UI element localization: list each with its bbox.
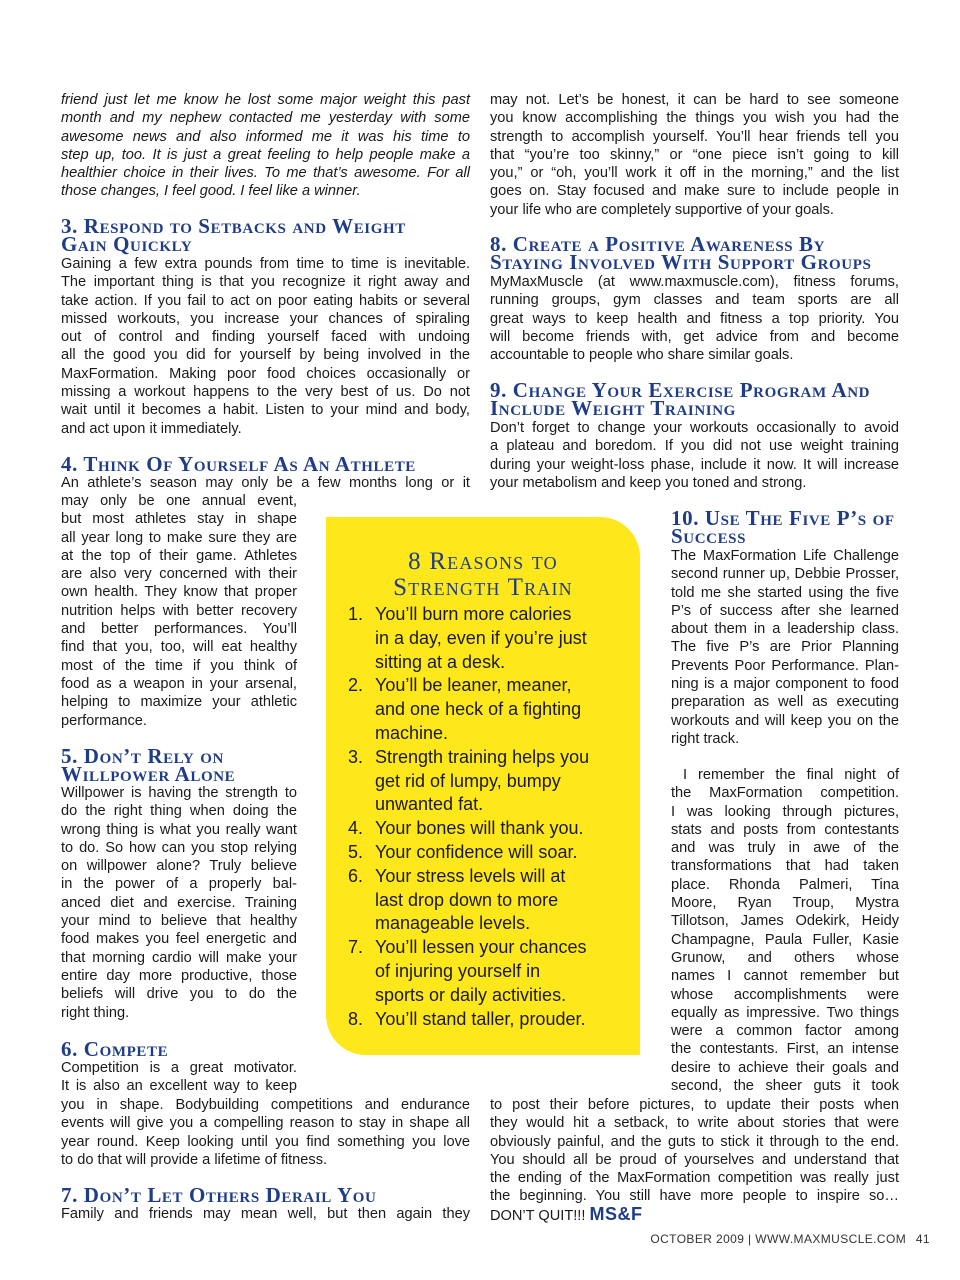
text-line: own health. They know that proper: [61, 584, 297, 601]
text-line: they would hit a setback, to write about stories that were: [490, 1115, 899, 1132]
text-line: all the good you did for yourself by being involved in the: [61, 347, 470, 364]
text-line: you know accomplishing the things you wish you had the: [490, 110, 899, 127]
section-3-title-line2: Gain Quickly: [61, 232, 193, 256]
text-line: those changes, I feel good. I feel like a winner.: [61, 183, 361, 200]
text-line: are also very concerned with their: [61, 566, 297, 583]
text-line: Tillotson, James Odekirk, Heidy: [671, 913, 899, 930]
text-line: your metabolism and keep you toned and strong.: [490, 474, 807, 491]
reason-item: [342, 1008, 632, 1032]
text-line: during your weight-loss phase, include it now. It will increase: [490, 456, 899, 473]
text-line: Willpower is having the strength to: [61, 785, 297, 801]
text-line: the beginning. You still have more people to inspire so…: [490, 1188, 899, 1205]
reason-text-line: get rid of lumpy, bumpy: [375, 770, 561, 791]
reason-number: 8.: [348, 1008, 364, 1029]
text-line: An athlete’s season may only be a few months long or it: [61, 475, 470, 491]
text-line: I was looking through pictures,: [671, 803, 899, 820]
text-line: Prevents Poor Performance. Plan-: [671, 657, 899, 674]
text-line: second, the sheer guts it took: [671, 1078, 899, 1095]
text-line: missed workouts, you increase your chances of spiraling: [61, 310, 470, 327]
text-line: a plateau and boredom. If you did not use weight training: [490, 438, 899, 455]
text-line: and act upon it immediately.: [61, 420, 242, 437]
reason-text-line: unwanted fat.: [375, 794, 484, 815]
section-8-heading: [490, 232, 930, 274]
text-line: find that you, too, will eat healthy: [61, 639, 297, 656]
text-line: I remember the final night of: [683, 767, 899, 783]
reason-text-line: You’ll be leaner, meaner,: [375, 675, 572, 696]
text-line: that morning cardio will make your: [61, 949, 297, 966]
reason-text-line: Your stress levels will at: [375, 865, 566, 886]
section-9-title-line1: 9. Change Your Exercise Program And: [490, 378, 871, 402]
reason-text-line: of injuring yourself in: [375, 960, 541, 981]
reasons-list: [342, 603, 632, 1031]
text-line: told me she started using the five: [671, 584, 899, 601]
text-line: strength to accomplish yourself. You’ll hear friends tell you: [490, 128, 899, 145]
text-line: and was truly in awe of the: [671, 840, 899, 857]
reason-text-line: Your confidence will soar.: [375, 841, 578, 862]
reason-text-line: and one heck of a fighting: [375, 699, 582, 720]
text-line: step up, too. It is just a great feeling to help people make a: [61, 146, 470, 163]
text-line: month and my nephew contacted me yesterday with some: [61, 110, 470, 127]
text-line: preparation as well as executing: [671, 694, 899, 711]
text-line: Champagne, Paula Fuller, Kasie: [671, 931, 899, 948]
reason-number: 3.: [348, 746, 364, 767]
strength-train-sidebar: [326, 517, 640, 1055]
sidebar-title-line1: 8 Reasons to: [408, 548, 558, 575]
text-line: goes on. Stay focused and make sure to include people in: [490, 183, 899, 200]
text-line: the ending of the MaxFormation competition was really just: [490, 1170, 899, 1187]
footer-text: OCTOBER 2009 | WWW.MAXMUSCLE.COM: [650, 1232, 907, 1246]
text-line: to post their before pictures, to update their posts when: [490, 1097, 899, 1113]
reason-number: 7.: [348, 937, 364, 958]
section-5-title-line2: Willpower Alone: [61, 762, 236, 786]
text-line: The MaxFormation Life Challenge: [671, 548, 899, 564]
text-line: missing a workout happens to the very best of us. Do not: [61, 384, 470, 401]
section-8-body: [490, 273, 899, 364]
text-line: do the right thing when doing the: [61, 803, 297, 820]
section-5-body: [61, 784, 297, 1022]
section-4-body: [61, 492, 297, 730]
reason-number: 5.: [348, 841, 364, 862]
text-line: The important thing is that you recognize it right away and: [61, 274, 470, 291]
reason-number: 2.: [348, 675, 364, 696]
text-line: It is also an excellent way to keep: [61, 1078, 297, 1095]
text-line: out of control and finding yourself faced with undoing: [61, 329, 470, 346]
text-line: all year long to make sure they are: [61, 529, 297, 546]
reason-item: [342, 603, 632, 674]
section-10-body-wide: [490, 1096, 899, 1206]
text-line: to do that will provide a lifetime of fitness.: [61, 1151, 328, 1168]
reason-text-line: last drop down to more: [375, 889, 559, 910]
msf-signoff-logo: MS&F: [589, 1204, 643, 1224]
reason-number: 6.: [348, 865, 364, 886]
section-3-title-line1: 3. Respond to Setbacks and Weight: [61, 214, 406, 238]
text-line: were a common factor among: [671, 1023, 899, 1040]
text-line: MaxFormation. Making poor food choices occasionally or: [61, 365, 470, 382]
text-line: The five P’s are Prior Planning: [671, 639, 899, 656]
reason-number: 1.: [348, 604, 364, 624]
text-line: place. Rhonda Palmeri, Tina: [671, 876, 899, 893]
reason-text-line: sitting at a desk.: [375, 651, 506, 672]
reason-text-line: manageable levels.: [375, 913, 531, 934]
text-line: entire day more productive, those: [61, 967, 297, 984]
text-line: performance.: [61, 712, 147, 729]
text-line: Don’t forget to change your workouts occasionally to avoid: [490, 420, 899, 436]
section-10-title-line1: 10. Use The Five P’s of: [671, 506, 895, 530]
text-line: will become friends with, get advice from and become: [490, 328, 899, 345]
text-line: the MaxFormation competition.: [671, 785, 899, 802]
section-6-heading: 6. Compete: [61, 1037, 169, 1061]
text-line: on willpower alone? Truly believe: [61, 858, 297, 875]
section-9-body: [490, 419, 899, 492]
text-line: friend just let me know he lost some major weight this past: [61, 92, 470, 108]
reason-text-line: You’ll burn more calories: [375, 604, 572, 624]
closing-line: [490, 1205, 899, 1225]
text-line: year round. Keep looking until you find something you love: [61, 1133, 470, 1150]
section-10-title-line2: Success: [671, 524, 747, 548]
text-line: second runner up, Debbie Prosser,: [671, 566, 899, 583]
reason-number: 4.: [348, 818, 364, 839]
text-line: obviously painful, and the guts to stick it through to the end.: [490, 1133, 899, 1150]
reason-item: [342, 817, 632, 841]
reason-text-line: Strength training helps you: [375, 746, 590, 767]
section-10-body-2: [671, 766, 899, 1095]
reason-text-line: machine.: [375, 722, 449, 743]
text-line: Competition is a great motivator.: [61, 1060, 297, 1076]
text-line: most of the time if you think of: [61, 657, 297, 674]
text-line: take action. If you fail to act on poor eating habits or several: [61, 292, 470, 309]
text-line: transformations that had taken: [671, 858, 899, 875]
text-line: wait until it becomes a habit. Listen to your mind and body,: [61, 402, 470, 419]
reason-text-line: in a day, even if you’re just: [375, 627, 587, 648]
text-line: accountable to people who share similar goals.: [490, 347, 794, 364]
section-3-heading: [61, 214, 481, 256]
text-line: anced diet and exercise. Training: [61, 894, 297, 911]
text-line: your life who are completely supportive of your goals.: [490, 201, 834, 218]
section-10-body: [671, 547, 899, 748]
reason-item: [342, 841, 632, 865]
text-line: helping to maximize your athletic: [61, 694, 297, 711]
text-line: healthier choice in their lives. To me that’s awesome. For all: [61, 165, 470, 182]
text-line: but most athletes stay in shape: [61, 511, 297, 528]
text-line: ning is a major component to food: [671, 676, 899, 693]
text-line: the contestants. First, an intense: [671, 1041, 899, 1058]
section-5-title-line1: 5. Don’t Rely on: [61, 744, 224, 768]
section-6-body-narrow: [61, 1059, 297, 1096]
text-line: names I cannot remember but: [671, 968, 899, 985]
text-line: food makes you feel energetic and: [61, 931, 297, 948]
section-8-title-line2: Staying Involved With Support Groups: [490, 250, 872, 274]
page-number: 41: [915, 1232, 930, 1246]
text-line: beliefs will drive you to do the: [61, 986, 297, 1003]
text-line: to do. So how can you stop relying: [61, 839, 297, 856]
section-6-body: [61, 1096, 470, 1169]
reason-item: [342, 936, 632, 1007]
text-line: desire to achieve their goals and: [671, 1059, 899, 1076]
text-line: P’s of success after she learned: [671, 602, 899, 619]
section-9-title-line2: Include Weight Training: [490, 396, 736, 420]
intro-paragraph: [61, 91, 470, 201]
section-4-body-wide: [61, 474, 470, 492]
closing-text: DON’T QUIT!!!: [490, 1208, 586, 1224]
text-line: Family and friends may mean well, but then again they: [61, 1206, 470, 1222]
text-line: you,” or “oh, you’ll work it off in the morning,” and the list: [490, 165, 899, 182]
section-5-heading: [61, 744, 321, 786]
text-line: running groups, gym classes and team sports are all: [490, 292, 899, 309]
text-line: equally as impressive. Two things: [671, 1004, 899, 1021]
reason-item: [342, 674, 632, 745]
section-4-heading: 4. Think Of Yourself As An Athlete: [61, 452, 416, 476]
text-line: right thing.: [61, 1004, 130, 1021]
text-line: events will give you a compelling reason to stay in shape all: [61, 1115, 470, 1132]
text-line: at the top of their game. Athletes: [61, 547, 297, 564]
reason-item: [342, 746, 632, 817]
section-7-body: [61, 1205, 470, 1223]
text-line: that “you’re too skinny,” or “one piece isn’t going to kill: [490, 146, 899, 163]
text-line: whose accomplishments were: [671, 986, 899, 1003]
sidebar-title-line2: Strength Train: [393, 574, 573, 601]
text-line: workouts and will keep you on the: [671, 712, 899, 729]
reason-text-line: You’ll stand taller, prouder.: [375, 1008, 586, 1029]
text-line: awesome news and also informed me it was his time to: [61, 128, 470, 145]
section-9-heading: [490, 378, 930, 420]
column-2-intro: [490, 91, 899, 219]
text-line: food as a weapon in your arsenal,: [61, 675, 297, 692]
text-line: you in shape. Bodybuilding competitions and endurance: [61, 1097, 470, 1113]
text-line: Gaining a few extra pounds from time to time is inevitable.: [61, 256, 470, 272]
reason-text-line: Your bones will thank you.: [375, 818, 584, 839]
reason-item: [342, 865, 632, 936]
text-line: MyMaxMuscle (at www.maxmuscle.com), fitness forums,: [490, 274, 899, 290]
section-3-body: [61, 255, 470, 438]
sidebar-title: [326, 549, 640, 601]
text-line: wrong thing is what you really want: [61, 821, 297, 838]
reason-text-line: You’ll lessen your chances: [375, 937, 587, 958]
text-line: great ways to keep health and fitness a top priority. You: [490, 310, 899, 327]
text-line: right track.: [671, 730, 740, 747]
text-line: You should all be proud of yourselves and understand that: [490, 1151, 899, 1168]
section-10-heading: [671, 506, 931, 548]
section-7-heading: 7. Don’t Let Others Derail You: [61, 1183, 377, 1207]
text-line: may not. Let’s be honest, it can be hard to see someone: [490, 92, 899, 108]
text-line: Grunow, and others whose: [671, 949, 899, 966]
text-line: nutrition helps with better recovery: [61, 602, 297, 619]
text-line: and better performances. You’ll: [61, 621, 297, 638]
reason-text-line: sports or daily activities.: [375, 984, 567, 1005]
text-line: may only be one annual event,: [61, 493, 297, 509]
page-footer: [650, 1232, 930, 1246]
section-8-title-line1: 8. Create a Positive Awareness By: [490, 232, 826, 256]
text-line: your mind to believe that healthy: [61, 913, 297, 930]
text-line: stats and posts from contestants: [671, 821, 899, 838]
text-line: about them in a leadership class.: [671, 621, 899, 638]
text-line: Moore, Ryan Troup, Mystra: [671, 895, 899, 912]
text-line: in the power of a properly bal-: [61, 876, 297, 893]
